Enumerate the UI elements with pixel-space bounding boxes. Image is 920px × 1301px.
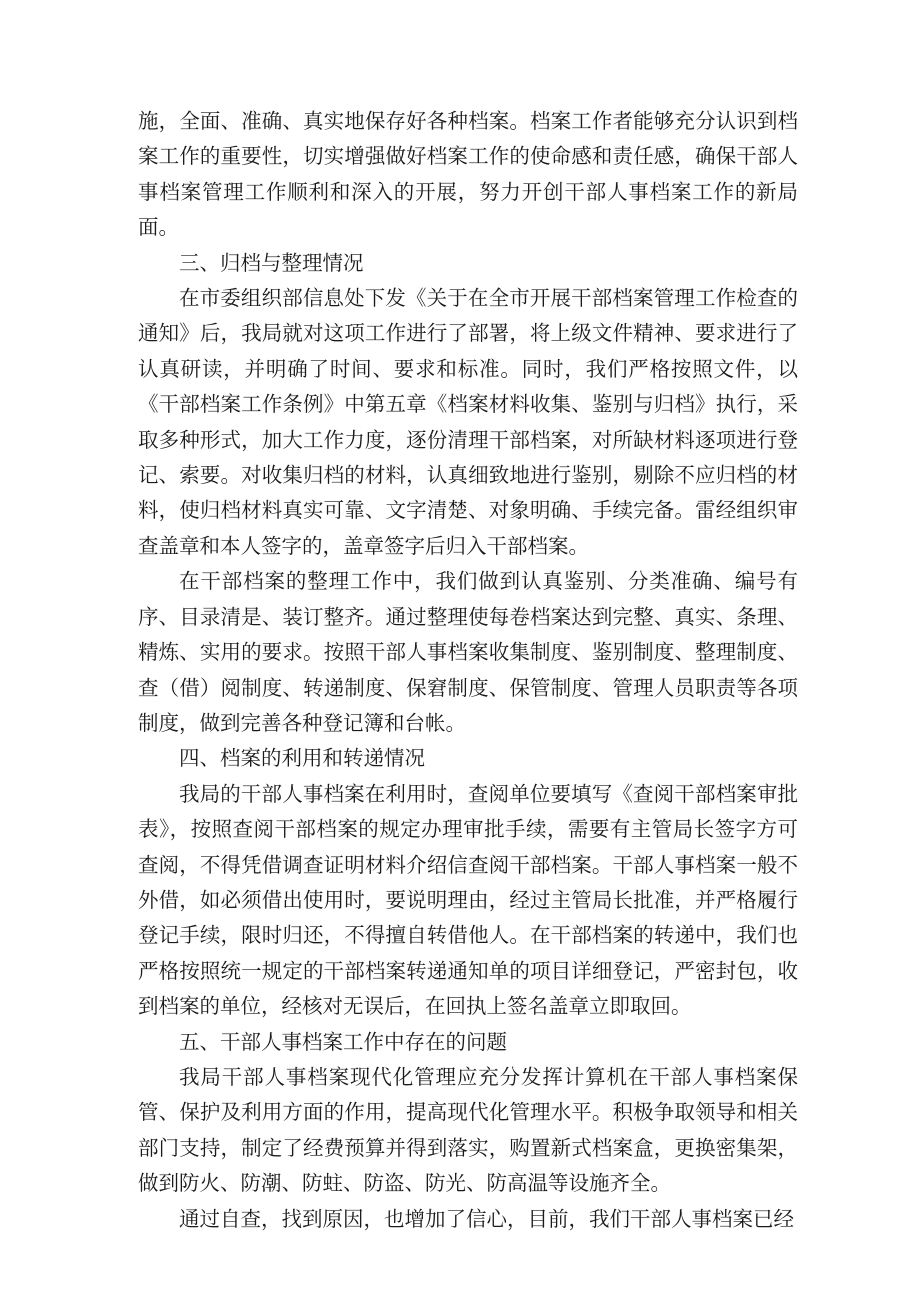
- paragraph-continued: 施，全面、准确、真实地保存好各种档案。档案工作者能够充分认识到档案工作的重要性，切实增强做好档案工作的使命感和责任感，确保干部人事档案管理工作顺利和深入的开展，努力开创干部人事档案工作的新局面。: [138, 109, 798, 240]
- paragraph-filing-notice: 在市委组织部信息处下发《关于在全市开展干部档案管理工作检查的通知》后，我局就对这项工作进行了部署，将上级文件精神、要求进行了认真研读，并明确了时间、要求和标准。同时，我们严格按照文件，以《干部档案工作条例》中第五章《档案材料收集、鉴别与归档》执行，采取多种形式，加大工作力度，逐份清理干部档案，对所缺材料逐项进行登记、索要。对收集归档的材料，认真细致地进行鉴别，剔除不应归档的材料，使归档材料真实可靠、文字清楚、对象明确、手续完备。雷经组织审查盖章和本人签字的，盖章签字后归入干部档案。: [138, 286, 798, 558]
- section-heading-three: 三、归档与整理情况: [179, 250, 364, 275]
- section-heading-five: 五、干部人事档案工作中存在的问题: [179, 1029, 507, 1054]
- paragraph-problems: 我局干部人事档案现代化管理应充分发挥计算机在干部人事档案保管、保护及利用方面的作用，提高现代化管理水平。积极争取领导和相关部门支持，制定了经费预算并得到落实，购置新式档案盒，更换密集架，做到防火、防潮、防蛀、防盗、防光、防高温等设施齐全。: [138, 1064, 798, 1196]
- document-body: [138, 104, 798, 1237]
- paragraph-organizing-work: 在干部档案的整理工作中，我们做到认真鉴别、分类准确、编号有序、目录清是、装订整齐。通过整理使每卷档案达到完整、真实、条理、精炼、实用的要求。按照干部人事档案收集制度、鉴别制度、整理制度、查（借）阅制度、转递制度、保窘制度、保管制度、管理人员职责等各项制度，做到完善各种登记簿和台帐。: [138, 569, 798, 735]
- paragraph-usage-transfer: 我局的干部人事档案在利用时，查阅单位要填写《查阅干部档案审批表》，按照查阅干部档案的规定办理审批手续，需要有主管局长签字方可查阅，不得凭借调查证明材料介绍信查阅干部档案。干部人事档案一般不外借，如必须借出使用时，要说明理由，经过主管局长批准，并严格履行登记手续，限时归还，不得擅自转借他人。在干部档案的转递中，我们也严格按照统一规定的干部档案转递通知单的项目详细登记，严密封包，收到档案的单位，经核对无误后，在回执上签名盖章立即取回。: [138, 781, 798, 1019]
- paragraph-self-inspection: 通过自查，找到原因，也增加了信心，目前，我们干部人事档案已经: [179, 1206, 794, 1231]
- section-heading-four: 四、档案的利用和转递情况: [179, 746, 425, 771]
